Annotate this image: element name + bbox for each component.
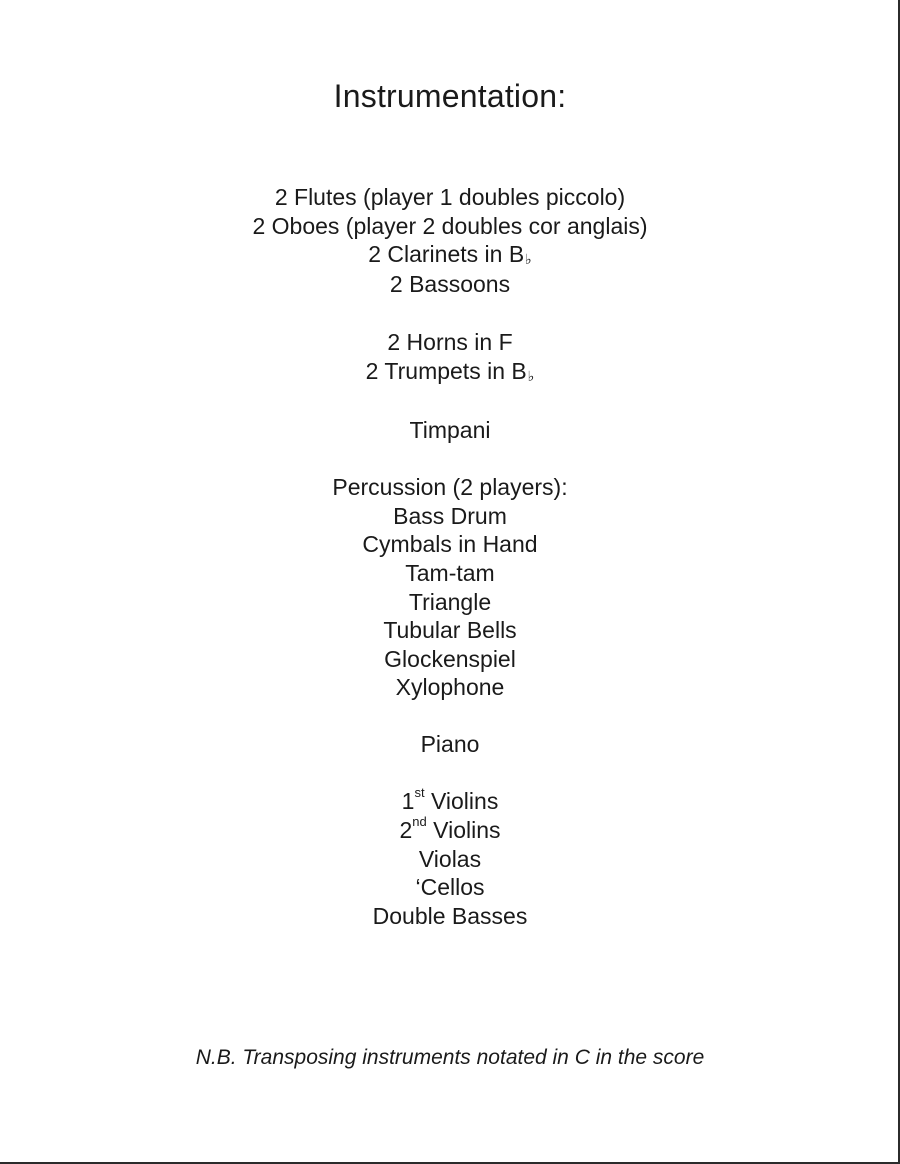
- trumpets-label: 2 Trumpets in B: [365, 358, 527, 384]
- percussion-heading: Percussion (2 players):: [332, 474, 568, 500]
- percussion-item: Tam-tam: [405, 560, 495, 586]
- percussion-item: Bass Drum: [393, 503, 507, 529]
- cellos-line: ‘Cellos: [415, 874, 485, 900]
- violas-line: Violas: [418, 846, 482, 872]
- clarinets-label: 2 Clarinets in B: [368, 241, 525, 267]
- second-violins-number: 2: [399, 817, 413, 843]
- second-violins-label: Violins: [426, 817, 501, 843]
- oboes-line: 2 Oboes (player 2 doubles cor anglais): [252, 213, 648, 239]
- timpani-line: Timpani: [409, 417, 491, 443]
- horns-line: 2 Horns in F: [387, 329, 513, 355]
- clarinets-line: [0, 240, 900, 271]
- flat-symbol: ♭: [525, 251, 532, 267]
- percussion-item: Triangle: [408, 589, 492, 615]
- flutes-line: 2 Flutes (player 1 doubles piccolo): [274, 184, 626, 210]
- first-violins-label: Violins: [424, 788, 499, 814]
- bassoons-line: 2 Bassoons: [389, 271, 511, 297]
- flat-symbol: ♭: [527, 368, 535, 384]
- percussion-item: Cymbals in Hand: [362, 531, 538, 557]
- second-violins-line: [0, 816, 900, 844]
- ordinal-suffix: st: [414, 785, 425, 801]
- percussion-item: Tubular Bells: [383, 617, 517, 643]
- double-basses-line: Double Basses: [372, 903, 528, 929]
- trumpets-line: [0, 357, 900, 388]
- percussion-item: Glockenspiel: [384, 646, 516, 672]
- piano-line: Piano: [420, 731, 480, 757]
- transposition-note: N.B. Transposing instruments notated in C in the score: [195, 1046, 705, 1069]
- ordinal-suffix: nd: [412, 814, 427, 830]
- first-violins-number: 1: [401, 788, 415, 814]
- percussion-item: Xylophone: [395, 674, 505, 700]
- first-violins-line: [0, 787, 900, 815]
- page-title: Instrumentation:: [333, 78, 567, 114]
